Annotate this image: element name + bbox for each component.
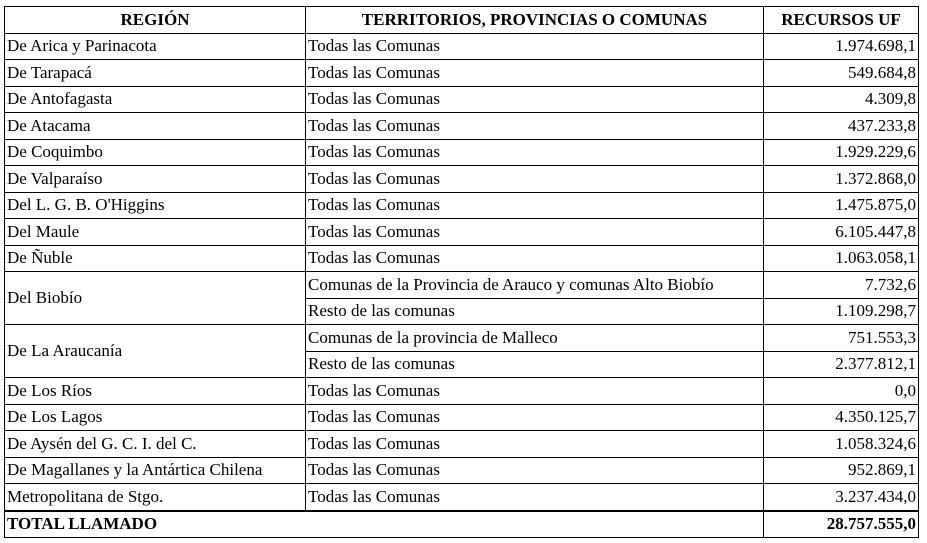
table-row <box>5 86 919 113</box>
table-row <box>5 325 919 352</box>
total-value: 28.757.555,0 <box>764 511 919 538</box>
territory-cell: Todas las Comunas <box>306 484 764 511</box>
region-cell: De Tarapacá <box>5 60 306 87</box>
territory-cell: Todas las Comunas <box>306 86 764 113</box>
table-row <box>5 113 919 140</box>
uf-cell: 6.105.447,8 <box>764 219 919 246</box>
table-row <box>5 457 919 484</box>
region-cell: Del L. G. B. O'Higgins <box>5 192 306 219</box>
header-territory: TERRITORIOS, PROVINCIAS O COMUNAS <box>306 7 764 34</box>
uf-cell: 3.237.434,0 <box>764 484 919 511</box>
table-row <box>5 484 919 511</box>
territory-cell: Todas las Comunas <box>306 60 764 87</box>
territory-cell: Todas las Comunas <box>306 219 764 246</box>
territory-cell: Todas las Comunas <box>306 245 764 272</box>
uf-cell: 1.475.875,0 <box>764 192 919 219</box>
region-cell: De Aysén del G. C. I. del C. <box>5 431 306 458</box>
uf-cell: 549.684,8 <box>764 60 919 87</box>
table-row <box>5 404 919 431</box>
uf-cell: 2.377.812,1 <box>764 351 919 378</box>
uf-cell: 7.732,6 <box>764 272 919 299</box>
territory-cell: Todas las Comunas <box>306 139 764 166</box>
table-row <box>5 272 919 299</box>
territory-cell: Todas las Comunas <box>306 457 764 484</box>
territory-cell: Comunas de la Provincia de Arauco y comunas Alto Biobío <box>306 272 764 299</box>
region-cell: De Arica y Parinacota <box>5 33 306 60</box>
table-row <box>5 378 919 405</box>
region-cell: De Los Ríos <box>5 378 306 405</box>
region-cell: De Magallanes y la Antártica Chilena <box>5 457 306 484</box>
uf-cell: 1.929.229,6 <box>764 139 919 166</box>
uf-cell: 751.553,3 <box>764 325 919 352</box>
table-row <box>5 219 919 246</box>
territory-cell: Todas las Comunas <box>306 192 764 219</box>
territory-cell: Comunas de la provincia de Malleco <box>306 325 764 352</box>
region-cell-biobio: Del Biobío <box>5 272 306 325</box>
region-cell: De Atacama <box>5 113 306 140</box>
table-row <box>5 166 919 193</box>
territory-cell: Todas las Comunas <box>306 33 764 60</box>
territory-cell: Resto de las comunas <box>306 351 764 378</box>
uf-cell: 1.058.324,6 <box>764 431 919 458</box>
total-label: TOTAL LLAMADO <box>5 511 764 538</box>
uf-cell: 1.109.298,7 <box>764 298 919 325</box>
uf-cell: 4.309,8 <box>764 86 919 113</box>
region-cell: De Valparaíso <box>5 166 306 193</box>
table-row <box>5 60 919 87</box>
region-cell: De Antofagasta <box>5 86 306 113</box>
table-row <box>5 431 919 458</box>
territory-cell: Resto de las comunas <box>306 298 764 325</box>
region-cell: De Coquimbo <box>5 139 306 166</box>
uf-cell: 1.063.058,1 <box>764 245 919 272</box>
region-cell: De Ñuble <box>5 245 306 272</box>
table-row <box>5 245 919 272</box>
territory-cell: Todas las Comunas <box>306 113 764 140</box>
uf-cell: 1.974.698,1 <box>764 33 919 60</box>
territory-cell: Todas las Comunas <box>306 404 764 431</box>
resources-table <box>4 6 919 538</box>
uf-cell: 0,0 <box>764 378 919 405</box>
header-region: REGIÓN <box>5 7 306 34</box>
table-row <box>5 139 919 166</box>
table-row <box>5 33 919 60</box>
region-cell: De Los Lagos <box>5 404 306 431</box>
region-cell: Metropolitana de Stgo. <box>5 484 306 511</box>
uf-cell: 4.350.125,7 <box>764 404 919 431</box>
region-cell: Del Maule <box>5 219 306 246</box>
total-row <box>5 511 919 538</box>
uf-cell: 437.233,8 <box>764 113 919 140</box>
region-cell-araucania: De La Araucanía <box>5 325 306 378</box>
territory-cell: Todas las Comunas <box>306 431 764 458</box>
territory-cell: Todas las Comunas <box>306 378 764 405</box>
header-row <box>5 7 919 34</box>
table-row <box>5 192 919 219</box>
territory-cell: Todas las Comunas <box>306 166 764 193</box>
uf-cell: 952.869,1 <box>764 457 919 484</box>
header-resources: RECURSOS UF <box>764 7 919 34</box>
uf-cell: 1.372.868,0 <box>764 166 919 193</box>
